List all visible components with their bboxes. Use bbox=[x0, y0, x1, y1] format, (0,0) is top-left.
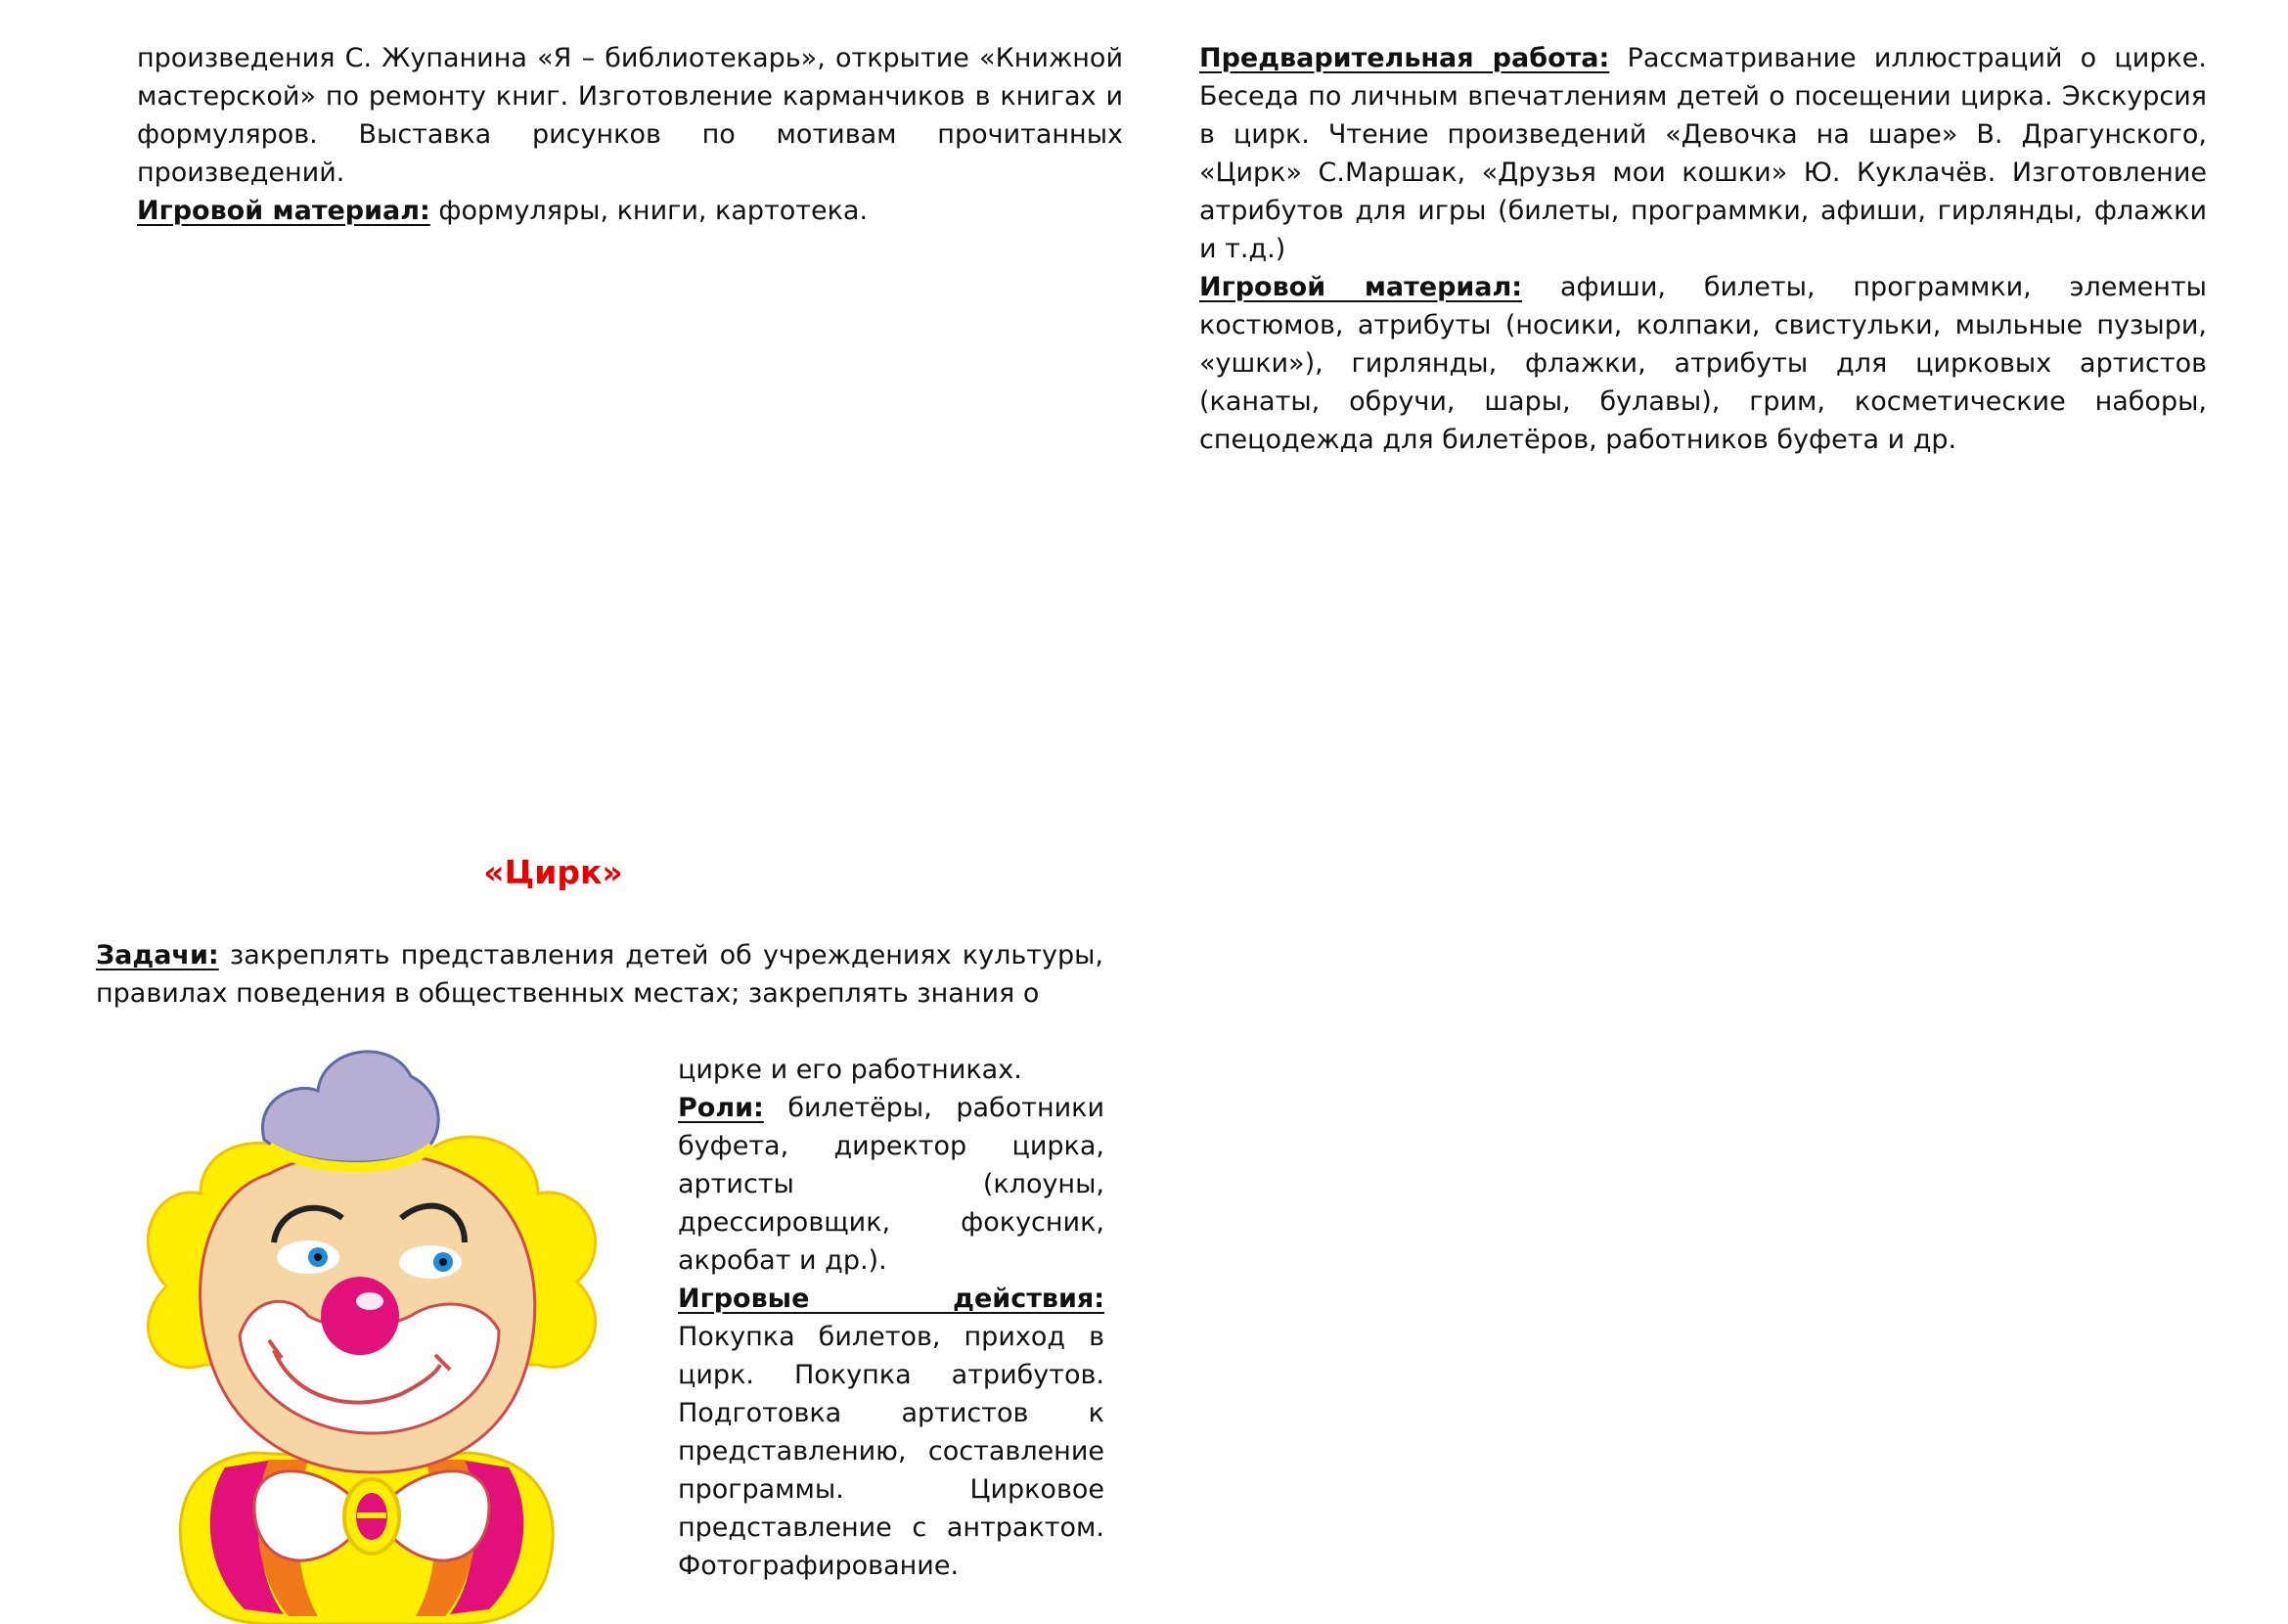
prep-text: Рассматривание иллюстраций о цирке. Беседа по личным впечатлениям детей о посещении цирка. Экскурсия в цирк. Чтение произведений «Девочка на шаре» В. Драгунского, «Цирк» С.Маршак, «Друзья мои кошки» Ю. Куклачёв. Изготовление атрибутов для игры (билеты, программки, афиши, гирлянды, флажки и т.д.) bbox=[1199, 43, 2207, 264]
circus-title: «Цирк» bbox=[483, 853, 623, 891]
clown-bow-tie bbox=[254, 1471, 489, 1560]
actions-text: Покупка билетов, приход в цирк. Покупка атрибутов. Подготовка артистов к представлению, составление программы. Цирковое представление с антрактом. Фотографирование. bbox=[678, 1322, 1104, 1581]
tasks-text: закреплять представления детей об учреждениях культуры, правилах поведения в общественных местах; закреплять знания о bbox=[96, 940, 1103, 1009]
prep-paragraph bbox=[1199, 39, 2207, 268]
actions-label: Игровые действия: bbox=[678, 1284, 1104, 1314]
previous-material-paragraph bbox=[137, 192, 1123, 230]
roles-label: Роли: bbox=[678, 1093, 764, 1123]
roles-text: билетёры, работники буфета, директор цирка, артисты (клоуны, дрессировщик, фокусник, акробат и др.). bbox=[678, 1093, 1104, 1276]
actions-label-line bbox=[678, 1280, 1104, 1318]
previous-material-label: Игровой материал: bbox=[137, 196, 430, 226]
tasks-paragraph bbox=[96, 936, 1103, 1013]
roles-actions-section bbox=[678, 1051, 1104, 1585]
previous-game-continuation bbox=[137, 39, 1123, 230]
previous-material-text: формуляры, книги, картотека. bbox=[429, 196, 869, 226]
circus-material-text: афиши, билеты, программки, элементы костюмов, атрибуты (носики, колпаки, свистульки, мыльные пузыри, «ушки»), гирлянды, флажки, атрибуты для цирковых артистов (канаты, обручи, шары, булавы), грим, косметические наборы, спецодежда для билетёров, работников буфета и др. bbox=[1199, 272, 2207, 455]
clown-hat bbox=[262, 1052, 438, 1167]
prep-label: Предварительная работа: bbox=[1199, 43, 1610, 73]
clown-nose bbox=[321, 1277, 399, 1355]
circus-material-label: Игровой материал: bbox=[1199, 272, 1523, 302]
tasks-label: Задачи: bbox=[96, 940, 219, 970]
circus-preparation-section bbox=[1199, 39, 2207, 459]
clown-face-illustration bbox=[108, 1037, 665, 1624]
previous-game-text: произведения С. Жупанина «Я – библиотекарь», открытие «Книжной мастерской» по ремонту книг. Изготовление карманчиков в книгах и формуляров. Выставка рисунков по мотивам прочитанных произведений. bbox=[137, 43, 1123, 188]
tasks-continuation: цирке и его работниках. bbox=[678, 1055, 1022, 1085]
roles-paragraph bbox=[678, 1089, 1104, 1280]
circus-material-paragraph bbox=[1199, 268, 2207, 459]
tasks-section bbox=[96, 936, 1103, 1013]
